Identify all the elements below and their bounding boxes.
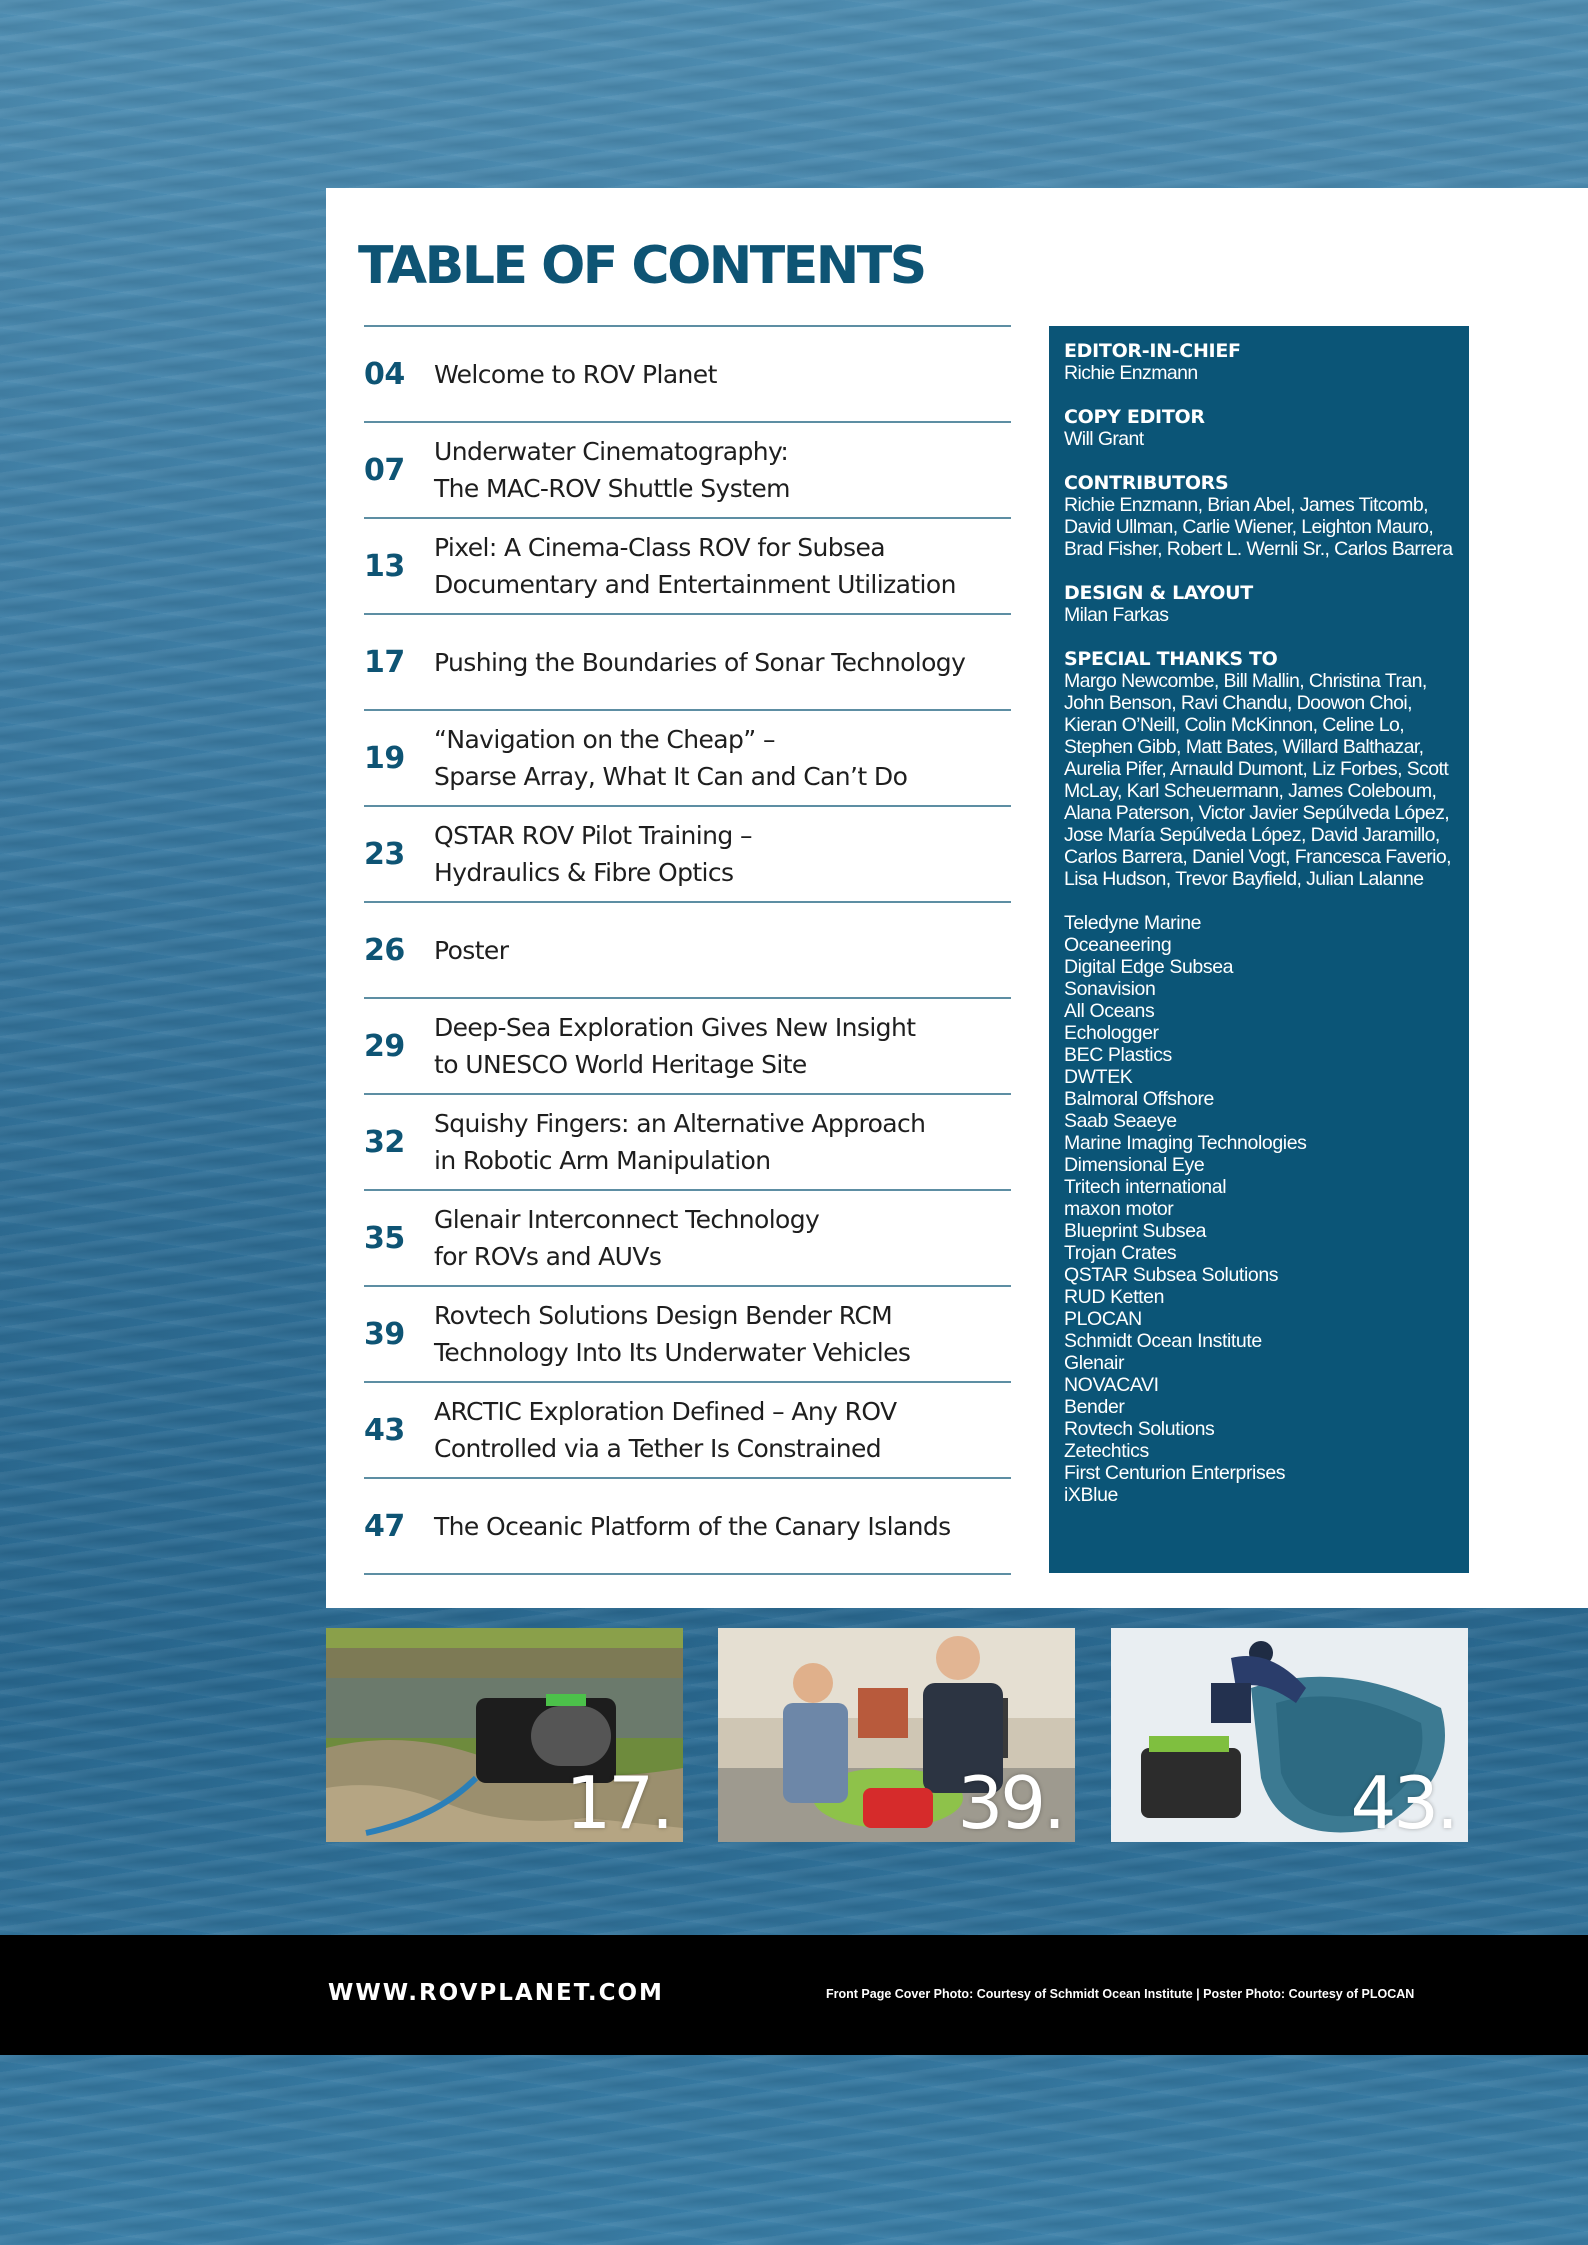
toc-entry-title: ARCTIC Exploration Defined – Any ROV Controlled via a Tether Is Constrained xyxy=(434,1397,897,1463)
toc-entry-title: Welcome to ROV Planet xyxy=(434,359,717,389)
sponsor-item: Saab Seaeye xyxy=(1064,1110,1177,1132)
toc-entry-title: Glenair Interconnect Technology for ROVs and AUVs xyxy=(434,1205,820,1271)
toc-entry-title: Poster xyxy=(434,935,509,965)
toc-entry[interactable] xyxy=(364,999,1011,1095)
editor-name: Richie Enzmann xyxy=(1064,362,1198,384)
thanks-label: SPECIAL THANKS TO xyxy=(1064,648,1278,670)
design-name: Milan Farkas xyxy=(1064,604,1169,626)
sponsor-item: DWTEK xyxy=(1064,1066,1133,1088)
sponsor-item: iXBlue xyxy=(1064,1484,1118,1506)
toc-entry[interactable] xyxy=(364,519,1011,615)
sponsor-item: Zetechtics xyxy=(1064,1440,1149,1462)
photo-credit: Front Page Cover Photo: Courtesy of Schmidt Ocean Institute | Poster Photo: Courtesy of PLOCAN xyxy=(826,1987,1415,2001)
toc-list xyxy=(364,325,1011,1575)
page-title: TABLE OF CONTENTS xyxy=(358,236,925,296)
copy-editor-name: Will Grant xyxy=(1064,428,1144,450)
sponsor-item: NOVACAVI xyxy=(1064,1374,1159,1396)
sponsor-item: maxon motor xyxy=(1064,1198,1174,1220)
toc-entry[interactable] xyxy=(364,615,1011,711)
toc-page-number: 17 xyxy=(364,644,405,680)
sponsor-item: Blueprint Subsea xyxy=(1064,1220,1207,1242)
sponsor-item: RUD Ketten xyxy=(1064,1286,1165,1308)
toc-page-number: 26 xyxy=(364,932,405,968)
thumbnail-page-label: 43. xyxy=(1350,1761,1456,1842)
toc-entry-title: Pixel: A Cinema-Class ROV for Subsea Documentary and Entertainment Utilization xyxy=(434,533,956,599)
toc-page-number: 19 xyxy=(364,740,405,776)
thumbnail-page-label: 17. xyxy=(565,1761,671,1842)
contributors-names: Richie Enzmann, Brian Abel, James Titcomb, David Ullman, Carlie Wiener, Leighton Mauro, Brad Fisher, Robert L. Wernli Sr., Carlos Barrera xyxy=(1064,494,1453,560)
thanks-names: Margo Newcombe, Bill Mallin, Christina Tran, John Benson, Ravi Chandu, Doowon Choi, Kieran O’Neill, Colin McKinnon, Celine Lo, Stephen Gibb, Matt Bates, Willard Balthazar, Aurelia Pifer, Arnauld Dumont, Liz Forbes, Scott McLay, Karl Scheuermann, James Coleboum, Alana Paterson, Victor Javier Sepúlveda López, Jose María Sepúlveda López, David Jaramillo, Carlos Barrera, Daniel Vogt, Francesca Faverio, Lisa Hudson, Trevor Bayfield, Julian Lalanne xyxy=(1064,670,1451,890)
contributors-block xyxy=(1064,472,1459,560)
toc-entry[interactable] xyxy=(364,903,1011,999)
toc-entry[interactable] xyxy=(364,423,1011,519)
toc-entry[interactable] xyxy=(364,1479,1011,1575)
toc-entry-title: “Navigation on the Cheap” – Sparse Array, What It Can and Can’t Do xyxy=(434,725,908,791)
sponsor-item: BEC Plastics xyxy=(1064,1044,1172,1066)
toc-entry-title: Rovtech Solutions Design Bender RCM Technology Into Its Underwater Vehicles xyxy=(434,1301,911,1367)
website-link[interactable]: WWW.ROVPLANET.COM xyxy=(328,1980,664,2006)
thumbnail-page-label: 39. xyxy=(957,1761,1063,1842)
design-block xyxy=(1064,582,1459,626)
toc-page-number: 04 xyxy=(364,356,405,392)
toc-page-number: 29 xyxy=(364,1028,405,1064)
sponsor-item: Bender xyxy=(1064,1396,1125,1418)
sponsor-item: Rovtech Solutions xyxy=(1064,1418,1215,1440)
thumbnail-43[interactable] xyxy=(1111,1628,1468,1842)
sponsor-item: Dimensional Eye xyxy=(1064,1154,1205,1176)
toc-entry-title: Deep-Sea Exploration Gives New Insight to UNESCO World Heritage Site xyxy=(434,1013,916,1079)
toc-entry-title: The Oceanic Platform of the Canary Islands xyxy=(434,1511,951,1541)
toc-entry-title: QSTAR ROV Pilot Training – Hydraulics & Fibre Optics xyxy=(434,821,752,887)
toc-entry-title: Underwater Cinematography: The MAC-ROV Shuttle System xyxy=(434,437,790,503)
sponsor-item: QSTAR Subsea Solutions xyxy=(1064,1264,1279,1286)
toc-page-number: 39 xyxy=(364,1316,405,1352)
toc-entry[interactable] xyxy=(364,1383,1011,1479)
sponsor-item: Echologger xyxy=(1064,1022,1159,1044)
sponsor-item: Tritech international xyxy=(1064,1176,1227,1198)
sponsor-item: Teledyne Marine xyxy=(1064,912,1202,934)
sponsor-item: All Oceans xyxy=(1064,1000,1155,1022)
sponsor-item: PLOCAN xyxy=(1064,1308,1142,1330)
sponsor-item: Glenair xyxy=(1064,1352,1125,1374)
toc-entry[interactable] xyxy=(364,1095,1011,1191)
toc-entry-title: Pushing the Boundaries of Sonar Technology xyxy=(434,647,966,677)
toc-page-number: 23 xyxy=(364,836,405,872)
editor-label: EDITOR-IN-CHIEF xyxy=(1064,340,1241,362)
footer-bar xyxy=(0,1935,1588,2055)
thumbnail-17[interactable] xyxy=(326,1628,683,1842)
toc-entry[interactable] xyxy=(364,711,1011,807)
sponsor-item: Marine Imaging Technologies xyxy=(1064,1132,1307,1154)
editor-block xyxy=(1064,340,1459,384)
design-label: DESIGN & LAYOUT xyxy=(1064,582,1253,604)
copy-editor-label: COPY EDITOR xyxy=(1064,406,1205,428)
toc-page-number: 13 xyxy=(364,548,405,584)
toc-page-number: 07 xyxy=(364,452,405,488)
toc-entry[interactable] xyxy=(364,1287,1011,1383)
toc-page-number: 32 xyxy=(364,1124,405,1160)
thanks-block xyxy=(1064,648,1459,890)
thumbnail-39[interactable] xyxy=(718,1628,1075,1842)
credits-box xyxy=(1049,326,1469,1573)
sponsor-item: Oceaneering xyxy=(1064,934,1172,956)
sponsor-item: Trojan Crates xyxy=(1064,1242,1177,1264)
toc-page-number: 47 xyxy=(364,1508,405,1544)
toc-entry[interactable] xyxy=(364,807,1011,903)
sponsor-item: Digital Edge Subsea xyxy=(1064,956,1234,978)
sponsor-item: Balmoral Offshore xyxy=(1064,1088,1214,1110)
sponsor-item: Sonavision xyxy=(1064,978,1156,1000)
sponsor-item: Schmidt Ocean Institute xyxy=(1064,1330,1262,1352)
toc-page-number: 35 xyxy=(364,1220,405,1256)
toc-entry[interactable] xyxy=(364,327,1011,423)
sponsor-item: First Centurion Enterprises xyxy=(1064,1462,1286,1484)
contributors-label: CONTRIBUTORS xyxy=(1064,472,1229,494)
copy-editor-block xyxy=(1064,406,1459,450)
toc-entry-title: Squishy Fingers: an Alternative Approach in Robotic Arm Manipulation xyxy=(434,1109,926,1175)
sponsor-list xyxy=(1064,912,1459,1506)
toc-page-number: 43 xyxy=(364,1412,405,1448)
toc-entry[interactable] xyxy=(364,1191,1011,1287)
